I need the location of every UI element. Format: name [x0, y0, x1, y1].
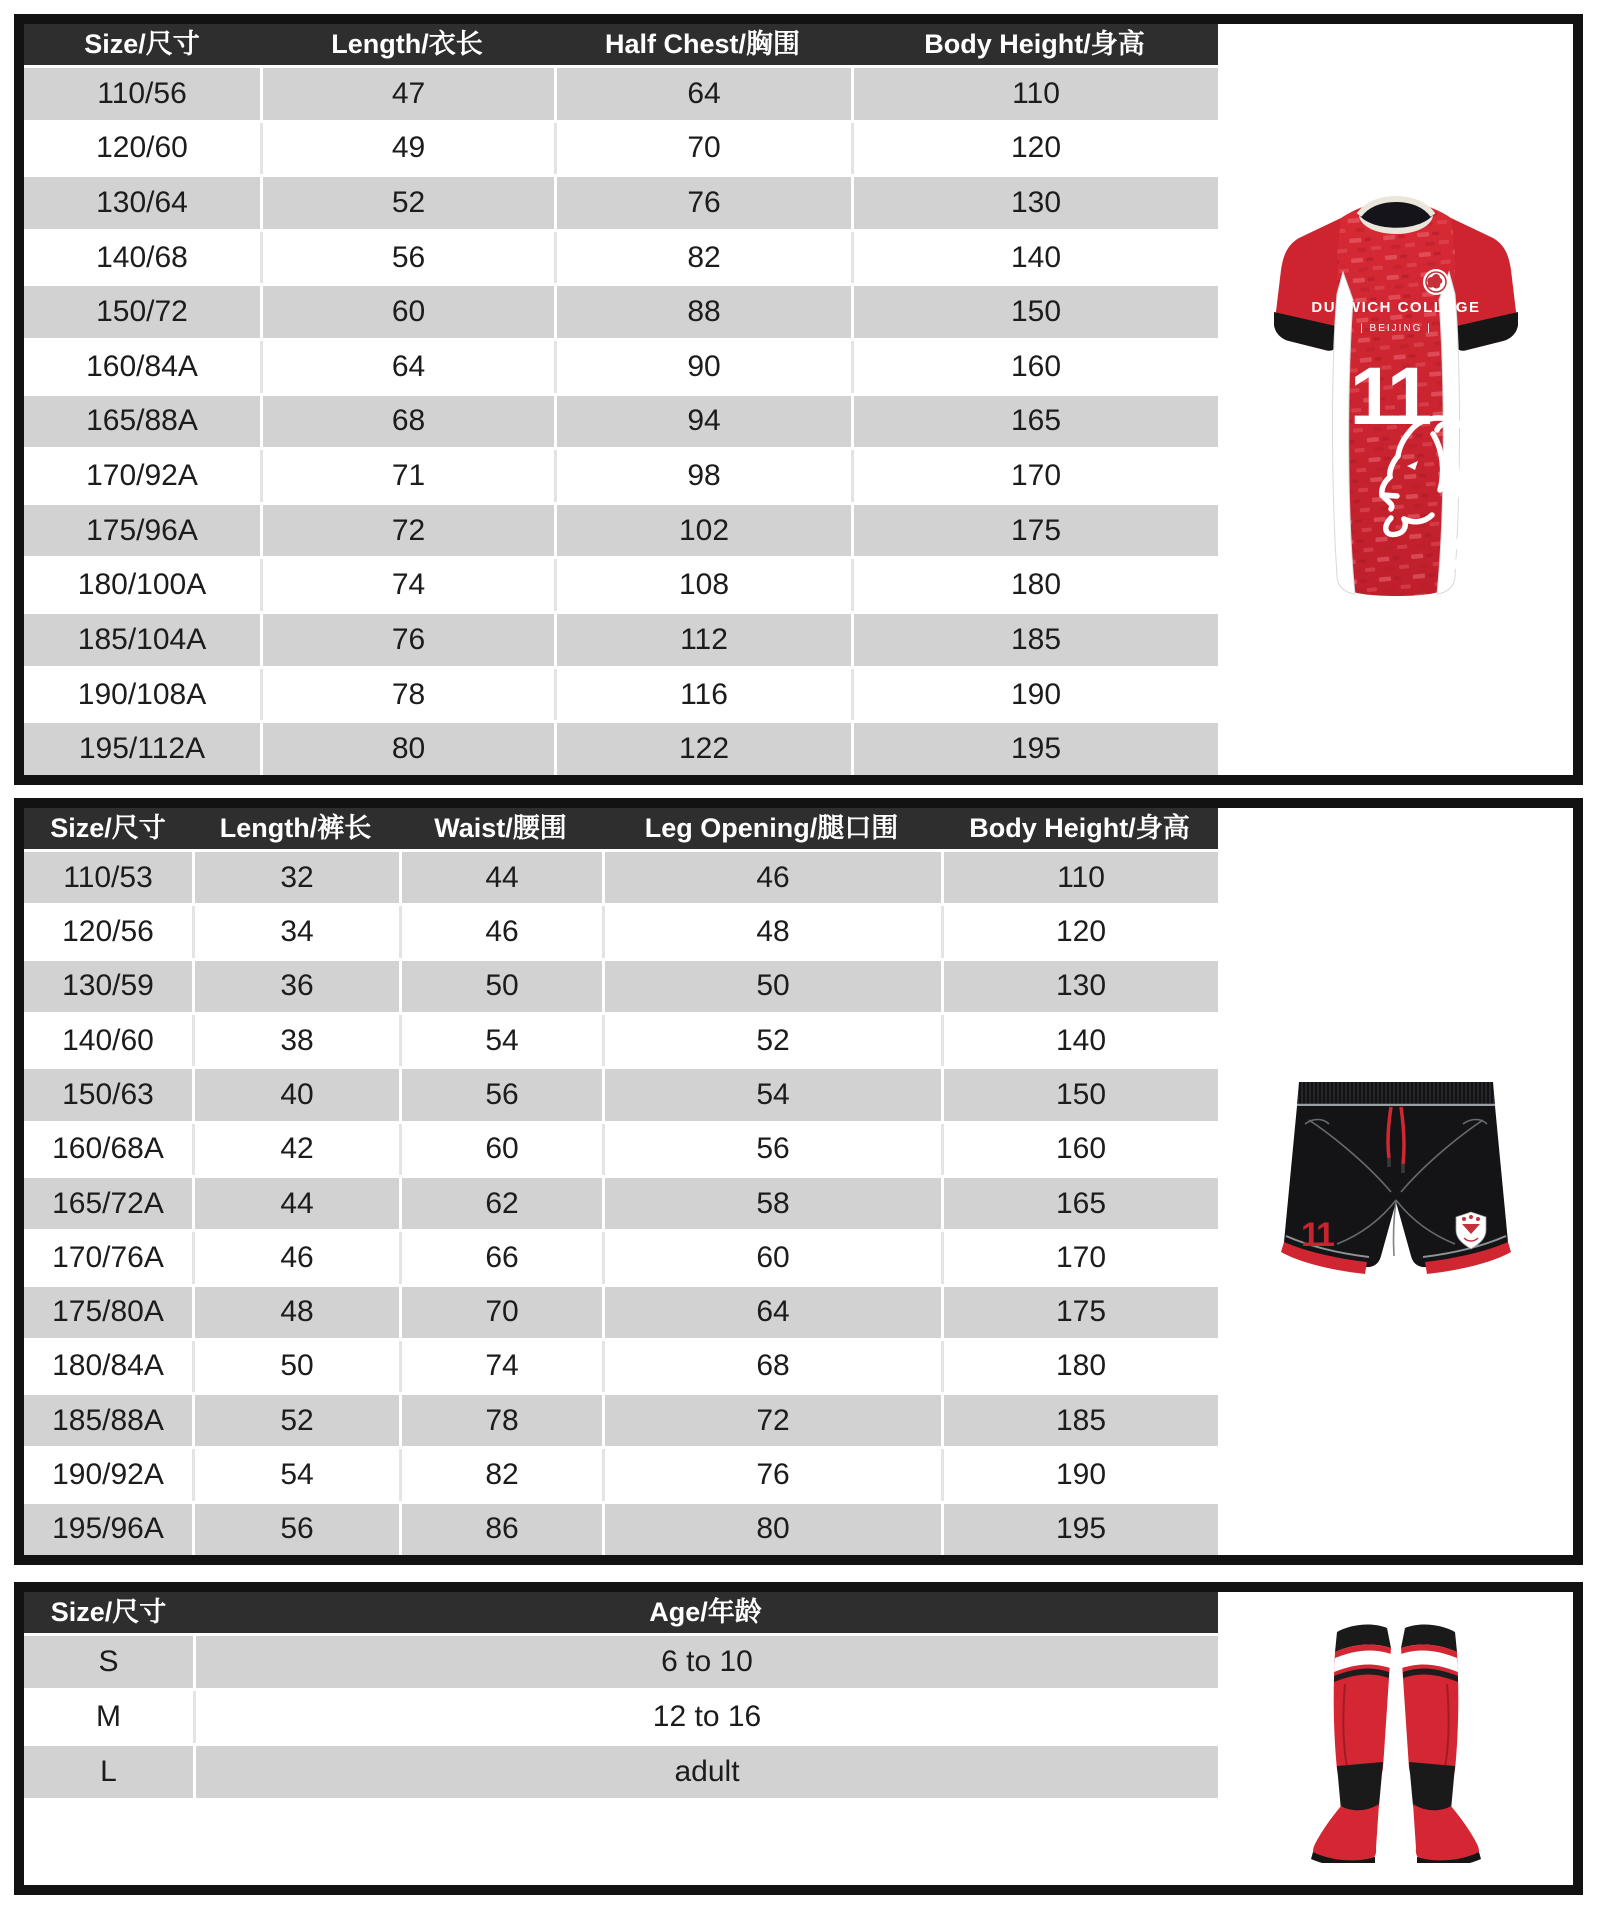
table-cell: 195/112A	[24, 723, 260, 775]
table-row	[24, 286, 1218, 338]
table-cell: 56	[602, 1124, 941, 1175]
table-cell: 78	[260, 669, 554, 721]
table-cell: 140/68	[24, 232, 260, 284]
table-row	[24, 1287, 1218, 1338]
table-row	[24, 396, 1218, 448]
table-cell: 49	[260, 123, 554, 175]
jersey-illustration	[1241, 184, 1551, 614]
table-cell: 195	[851, 723, 1218, 775]
table-cell: 165/72A	[24, 1178, 192, 1229]
table-cell: 150	[851, 286, 1218, 338]
table-cell: 60	[602, 1232, 941, 1283]
socks-size-panel	[14, 1582, 1583, 1895]
table-row	[24, 1504, 1218, 1555]
table-cell: 102	[554, 505, 851, 557]
table-cell: 175	[851, 505, 1218, 557]
table-cell: 180/100A	[24, 559, 260, 611]
table-row	[24, 1746, 1218, 1798]
table-cell: 130	[941, 961, 1218, 1012]
table-cell: 130/59	[24, 961, 192, 1012]
table-row	[24, 723, 1218, 775]
table-cell: 110	[851, 68, 1218, 120]
table-row	[24, 1178, 1218, 1229]
table-row	[24, 1124, 1218, 1175]
table-cell: 54	[399, 1015, 602, 1066]
table-cell: 195	[941, 1504, 1218, 1555]
table-cell: 74	[399, 1341, 602, 1392]
table-row	[24, 559, 1218, 611]
table-cell: 130	[851, 177, 1218, 229]
table-cell: 74	[260, 559, 554, 611]
table-header-row	[24, 808, 1218, 849]
jersey-number: 11	[1349, 351, 1428, 442]
table-cell: 185/104A	[24, 614, 260, 666]
table-cell: 170	[941, 1232, 1218, 1283]
table-cell: 170/76A	[24, 1232, 192, 1283]
table-row	[24, 1015, 1218, 1066]
table-row	[24, 123, 1218, 175]
socks-size-table	[24, 1592, 1218, 1885]
table-cell: 140/60	[24, 1015, 192, 1066]
table-cell: 78	[399, 1395, 602, 1446]
table-cell: 190/92A	[24, 1449, 192, 1500]
table-row	[24, 341, 1218, 393]
table-cell: M	[24, 1691, 193, 1743]
table-cell: 52	[192, 1395, 399, 1446]
shorts-size-table	[24, 808, 1218, 1555]
table-cell: 70	[399, 1287, 602, 1338]
table-cell: 70	[554, 123, 851, 175]
column-header: Size/尺寸	[50, 813, 166, 843]
table-cell: 46	[399, 906, 602, 957]
table-cell: 44	[192, 1178, 399, 1229]
table-row	[24, 1232, 1218, 1283]
table-cell: 80	[602, 1504, 941, 1555]
column-header: Length/衣长	[331, 29, 483, 59]
shirt-size-table	[24, 24, 1218, 775]
table-cell: 88	[554, 286, 851, 338]
table-cell: 120	[851, 123, 1218, 175]
table-row	[24, 1341, 1218, 1392]
table-cell: adult	[193, 1746, 1218, 1798]
table-cell: 46	[602, 852, 941, 903]
table-cell: 64	[602, 1287, 941, 1338]
table-cell: 72	[260, 505, 554, 557]
column-header: Half Chest/胸围	[604, 29, 801, 59]
table-row	[24, 669, 1218, 721]
table-cell: 165	[851, 396, 1218, 448]
table-cell: 175/80A	[24, 1287, 192, 1338]
table-row	[24, 1395, 1218, 1446]
table-cell: 130/64	[24, 177, 260, 229]
shorts-waistband	[1297, 1082, 1495, 1104]
table-cell: 44	[399, 852, 602, 903]
table-cell: 110	[941, 852, 1218, 903]
table-cell: 52	[260, 177, 554, 229]
table-body	[24, 65, 1218, 775]
jersey-city-text: | BEIJING |	[1359, 323, 1432, 334]
table-cell: 60	[399, 1124, 602, 1175]
table-header-row	[24, 1592, 1218, 1633]
table-cell: 76	[260, 614, 554, 666]
right-sock	[1401, 1625, 1481, 1863]
left-sock	[1311, 1625, 1391, 1863]
table-cell: 54	[192, 1449, 399, 1500]
table-cell: 50	[602, 961, 941, 1012]
table-row	[24, 1069, 1218, 1120]
table-cell: 52	[602, 1015, 941, 1066]
table-cell: L	[24, 1746, 193, 1798]
table-cell: 76	[554, 177, 851, 229]
table-cell: 66	[399, 1232, 602, 1283]
table-cell: 122	[554, 723, 851, 775]
column-header: Leg Opening/腿口围	[644, 813, 899, 843]
table-cell: 82	[399, 1449, 602, 1500]
table-cell: 150	[941, 1069, 1218, 1120]
table-cell: 160/84A	[24, 341, 260, 393]
table-body	[24, 849, 1218, 1555]
table-cell: 175/96A	[24, 505, 260, 557]
socks-illustration	[1301, 1618, 1491, 1863]
table-cell: 34	[192, 906, 399, 957]
table-row	[24, 232, 1218, 284]
table-cell: 140	[941, 1015, 1218, 1066]
jersey-brand-text: DULWICH COLLEGE	[1310, 299, 1481, 316]
table-cell: 120	[941, 906, 1218, 957]
table-cell: 58	[602, 1178, 941, 1229]
table-cell: 36	[192, 961, 399, 1012]
table-row	[24, 505, 1218, 557]
table-cell: 110/53	[24, 852, 192, 903]
table-row	[24, 961, 1218, 1012]
table-cell: 185	[851, 614, 1218, 666]
table-cell: 54	[602, 1069, 941, 1120]
table-cell: 64	[260, 341, 554, 393]
table-cell: 150/63	[24, 1069, 192, 1120]
table-cell: 68	[602, 1341, 941, 1392]
table-row	[24, 1691, 1218, 1743]
table-cell: 180	[941, 1341, 1218, 1392]
table-cell: 71	[260, 450, 554, 502]
column-header: Age/年龄	[649, 1597, 762, 1627]
table-cell: 112	[554, 614, 851, 666]
table-cell: 120/56	[24, 906, 192, 957]
table-cell: 160	[851, 341, 1218, 393]
table-cell: 46	[192, 1232, 399, 1283]
table-cell: 180/84A	[24, 1341, 192, 1392]
table-cell: 190/108A	[24, 669, 260, 721]
table-cell: 82	[554, 232, 851, 284]
table-cell: 48	[192, 1287, 399, 1338]
table-row	[24, 68, 1218, 120]
column-header: Body Height/身高	[924, 29, 1145, 59]
shorts-illustration	[1281, 1074, 1511, 1289]
table-cell: 47	[260, 68, 554, 120]
shirt-art-area	[1218, 24, 1573, 775]
table-row	[24, 1636, 1218, 1688]
table-cell: 48	[602, 906, 941, 957]
table-cell: 6 to 10	[193, 1636, 1218, 1688]
table-row	[24, 852, 1218, 903]
table-cell: 185	[941, 1395, 1218, 1446]
table-cell: 42	[192, 1124, 399, 1175]
table-cell: 56	[260, 232, 554, 284]
table-row	[24, 450, 1218, 502]
table-cell: 110/56	[24, 68, 260, 120]
table-cell: 160/68A	[24, 1124, 192, 1175]
table-cell: 175	[941, 1287, 1218, 1338]
table-cell: 68	[260, 396, 554, 448]
table-row	[24, 177, 1218, 229]
table-cell: 32	[192, 852, 399, 903]
table-row	[24, 614, 1218, 666]
shorts-size-panel	[14, 798, 1583, 1565]
table-cell: 116	[554, 669, 851, 721]
table-cell: 86	[399, 1504, 602, 1555]
table-cell: 195/96A	[24, 1504, 192, 1555]
table-cell: 76	[602, 1449, 941, 1500]
table-header-row	[24, 24, 1218, 65]
column-header: Body Height/身高	[969, 813, 1190, 843]
table-cell: 185/88A	[24, 1395, 192, 1446]
socks-art-area	[1218, 1592, 1573, 1885]
table-cell: 190	[941, 1449, 1218, 1500]
jersey-crest-icon	[1423, 269, 1449, 295]
table-cell: 12 to 16	[193, 1691, 1218, 1743]
table-cell: 50	[399, 961, 602, 1012]
table-cell: 120/60	[24, 123, 260, 175]
table-cell: 165	[941, 1178, 1218, 1229]
table-cell: 80	[260, 723, 554, 775]
table-cell: 38	[192, 1015, 399, 1066]
table-row	[24, 1449, 1218, 1500]
table-cell: 62	[399, 1178, 602, 1229]
table-cell: 165/88A	[24, 396, 260, 448]
table-cell: 64	[554, 68, 851, 120]
table-cell: 170	[851, 450, 1218, 502]
table-body	[24, 1633, 1218, 1798]
table-cell: 170/92A	[24, 450, 260, 502]
table-cell: 180	[851, 559, 1218, 611]
column-header: Size/尺寸	[84, 29, 200, 59]
table-cell: 160	[941, 1124, 1218, 1175]
table-cell: S	[24, 1636, 193, 1688]
table-cell: 56	[399, 1069, 602, 1120]
table-cell: 150/72	[24, 286, 260, 338]
column-header: Length/裤长	[219, 813, 372, 843]
table-cell: 140	[851, 232, 1218, 284]
table-cell: 98	[554, 450, 851, 502]
column-header: Waist/腰围	[434, 813, 567, 843]
shirt-size-panel	[14, 14, 1583, 785]
table-cell: 56	[192, 1504, 399, 1555]
table-cell: 50	[192, 1341, 399, 1392]
shorts-art-area	[1218, 808, 1573, 1555]
table-cell: 40	[192, 1069, 399, 1120]
column-header: Size/尺寸	[50, 1597, 167, 1627]
table-cell: 94	[554, 396, 851, 448]
table-cell: 72	[602, 1395, 941, 1446]
table-row	[24, 906, 1218, 957]
table-cell: 190	[851, 669, 1218, 721]
table-cell: 60	[260, 286, 554, 338]
table-cell: 90	[554, 341, 851, 393]
table-cell: 108	[554, 559, 851, 611]
shorts-number: 11	[1300, 1216, 1333, 1254]
